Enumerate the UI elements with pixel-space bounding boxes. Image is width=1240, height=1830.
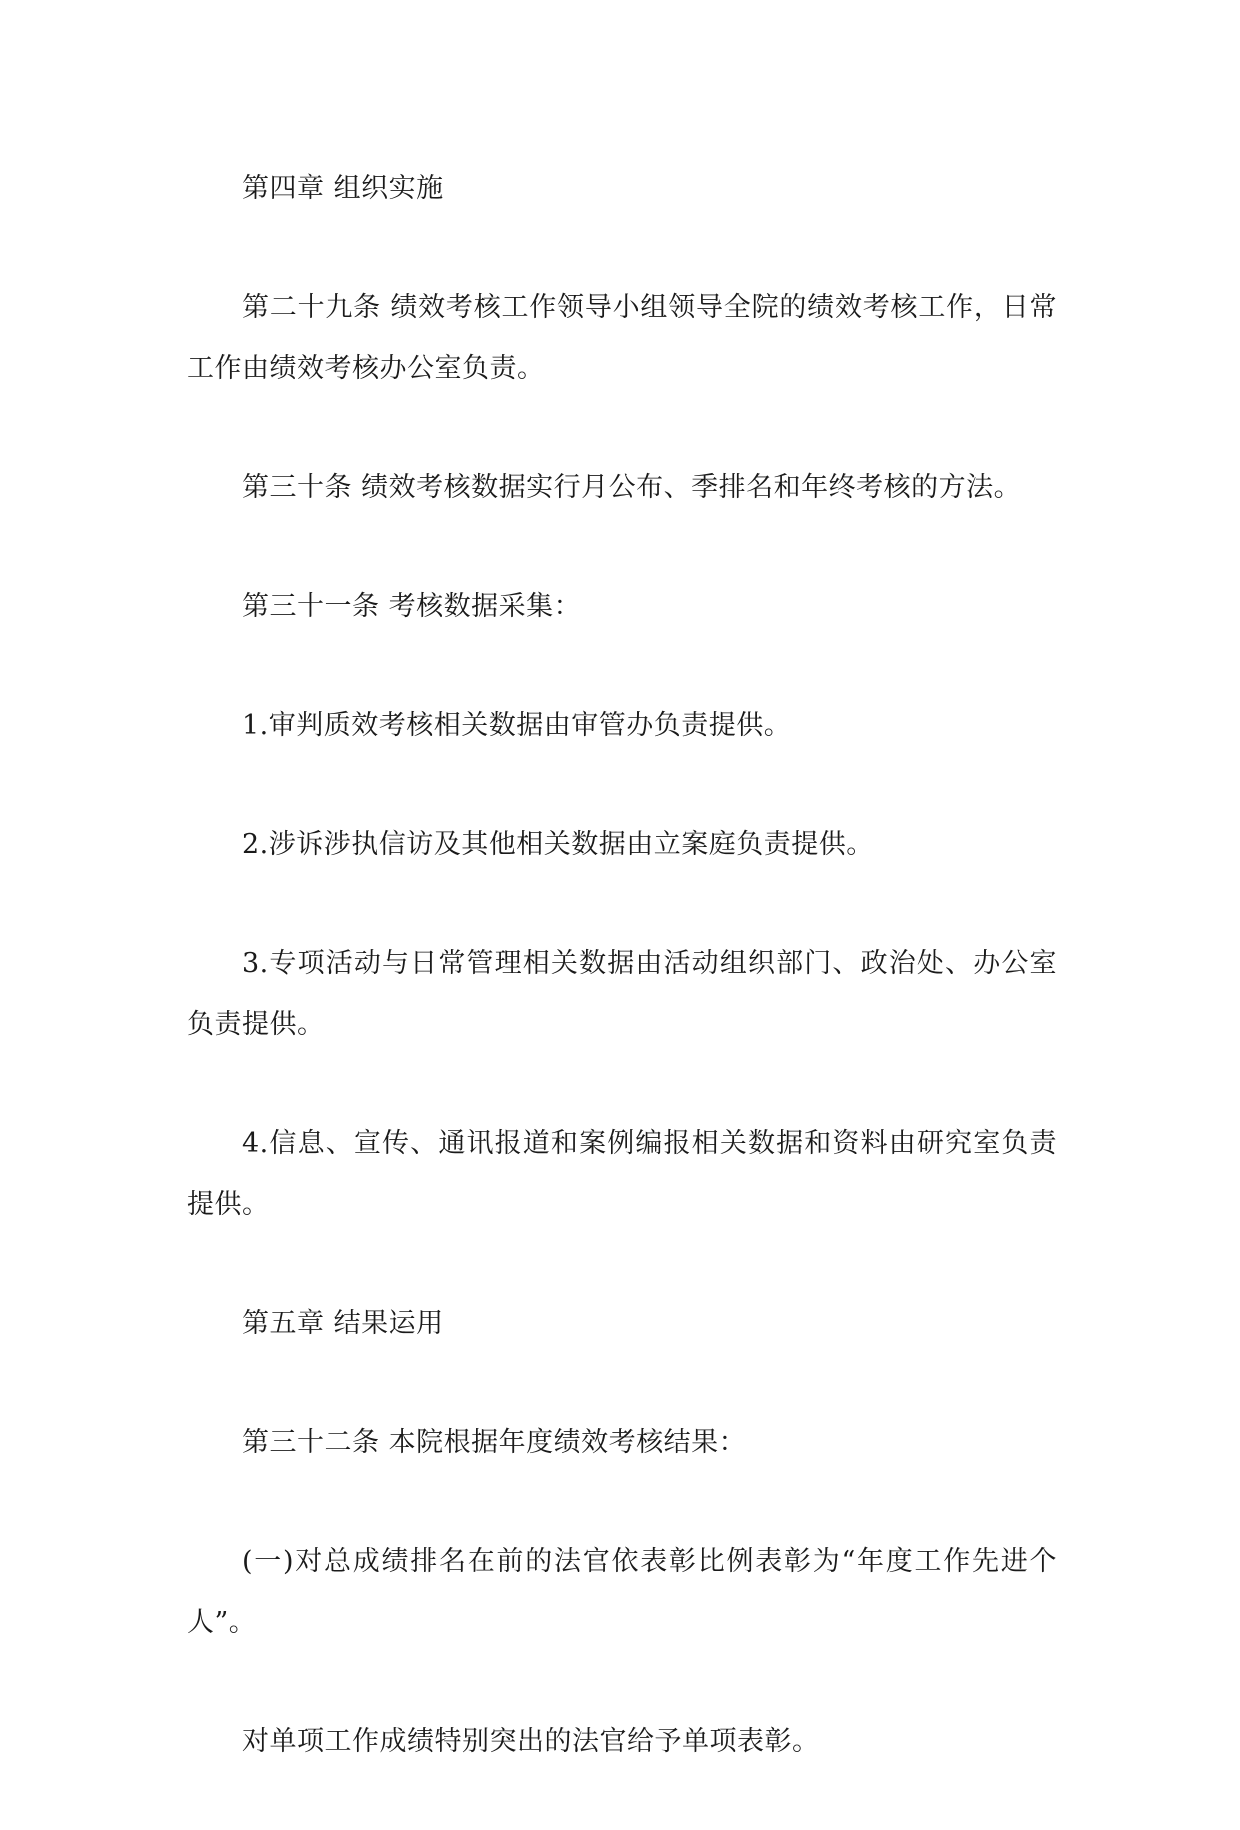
list-item-1: 1.审判质效考核相关数据由审管办负责提供。	[242, 710, 792, 741]
list-item-3: 3.专项活动与日常管理相关数据由活动组织部门、政治处、办公室负责提供。	[187, 948, 1057, 1040]
clause-1: (一)对总成绩排名在前的法官依表彰比例表彰为“年度工作先进个人”。	[187, 1546, 1057, 1638]
single-commendation-paragraph: 对单项工作成绩特别突出的法官给予单项表彰。	[242, 1726, 820, 1757]
document-body	[187, 158, 1057, 1830]
article-31: 第三十一条 考核数据采集：	[242, 591, 582, 622]
list-item-2: 2.涉诉涉执信访及其他相关数据由立案庭负责提供。	[242, 829, 874, 860]
chapter-heading-4: 第四章 组织实施	[242, 173, 444, 204]
list-item-4: 4.信息、宣传、通讯报道和案例编报相关数据和资料由研究室负责提供。	[187, 1128, 1057, 1220]
article-29: 第二十九条 绩效考核工作领导小组领导全院的绩效考核工作，日常工作由绩效考核办公室负责。	[187, 292, 1057, 384]
chapter-heading-5: 第五章 结果运用	[242, 1308, 444, 1339]
article-30: 第三十条 绩效考核数据实行月公布、季排名和年终考核的方法。	[242, 472, 1022, 503]
article-32: 第三十二条 本院根据年度绩效考核结果：	[242, 1427, 747, 1458]
